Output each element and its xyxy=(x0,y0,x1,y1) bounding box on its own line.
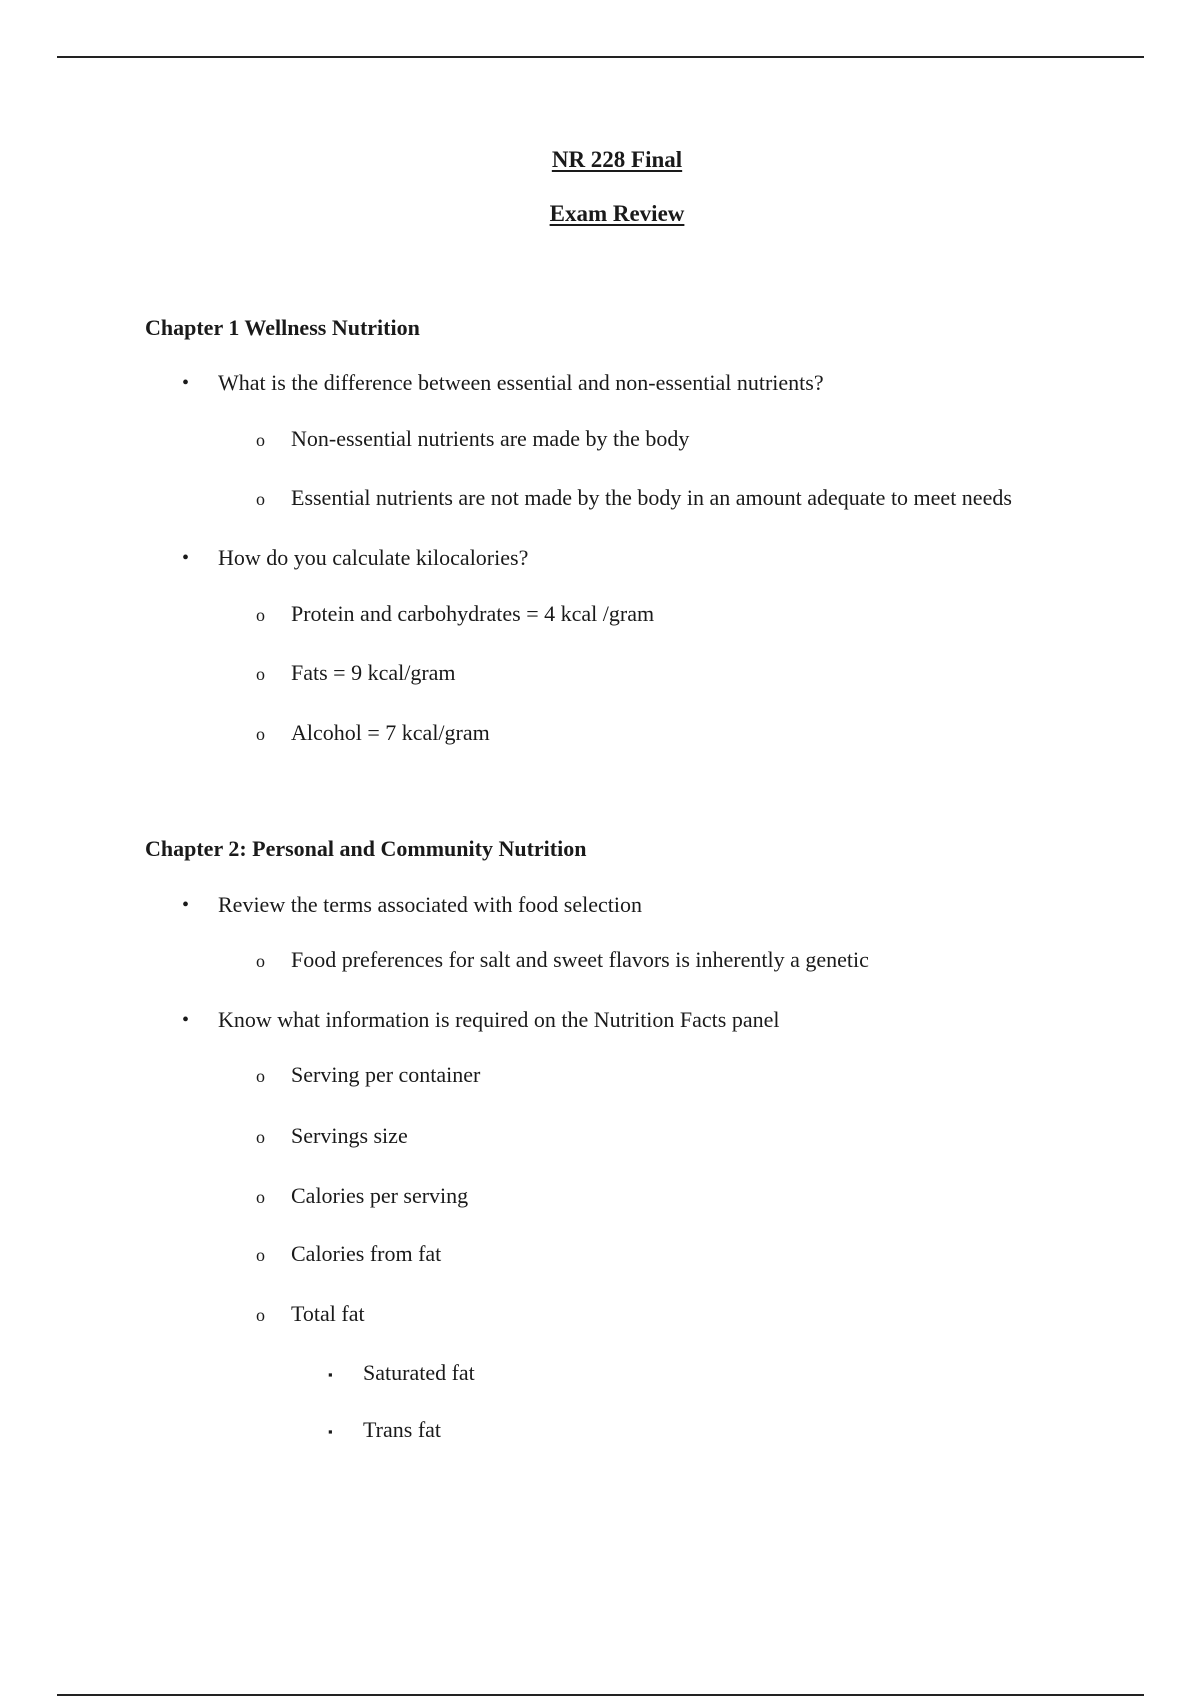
square-marker: ▪ xyxy=(328,1367,333,1382)
circle-marker: o xyxy=(256,605,265,625)
square-marker: ▪ xyxy=(328,1424,333,1439)
bullet-marker: • xyxy=(182,372,190,394)
sub-list-item-text: Alcohol = 7 kcal/gram xyxy=(291,720,490,745)
top-divider xyxy=(57,56,1144,58)
sub-list-item-text: Calories from fat xyxy=(291,1241,442,1266)
circle-marker: o xyxy=(256,1127,265,1147)
sub-list-item-text: Servings size xyxy=(291,1123,408,1148)
circle-marker: o xyxy=(256,1305,265,1325)
circle-marker: o xyxy=(256,489,265,509)
sub-list-item-text: Protein and carbohydrates = 4 kcal /gram xyxy=(291,601,655,626)
chapter-1-heading: Chapter 1 Wellness Nutrition xyxy=(145,315,420,340)
list-item-text: How do you calculate kilocalories? xyxy=(218,545,529,570)
bullet-marker: • xyxy=(182,894,190,916)
circle-marker: o xyxy=(256,951,265,971)
sub-list-item-text: Food preferences for salt and sweet flavors is inherently a genetic xyxy=(291,947,869,972)
sub-list-item-text: Calories per serving xyxy=(291,1183,469,1208)
chapter-2-heading: Chapter 2: Personal and Community Nutrition xyxy=(145,836,587,861)
sub-sub-list-item-text: Trans fat xyxy=(363,1417,442,1442)
list-item-text: Know what information is required on the Nutrition Facts panel xyxy=(218,1007,780,1032)
bottom-divider xyxy=(57,1694,1144,1696)
document-title: NR 228 Final xyxy=(551,147,683,172)
circle-marker: o xyxy=(256,664,265,684)
document-subtitle: Exam Review xyxy=(549,201,685,226)
sub-list-item-text: Serving per container xyxy=(291,1062,481,1087)
sub-list-item-text: Total fat xyxy=(291,1301,365,1326)
sub-list-item-text: Non-essential nutrients are made by the body xyxy=(291,426,690,451)
list-item-text: Review the terms associated with food selection xyxy=(218,892,642,917)
sub-list-item-text: Essential nutrients are not made by the body in an amount adequate to meet needs xyxy=(291,485,1012,510)
list-item-text: What is the difference between essential and non-essential nutrients? xyxy=(218,370,824,395)
circle-marker: o xyxy=(256,430,265,450)
circle-marker: o xyxy=(256,724,265,744)
bullet-marker: • xyxy=(182,547,190,569)
circle-marker: o xyxy=(256,1066,265,1086)
sub-sub-list-item-text: Saturated fat xyxy=(363,1360,475,1385)
circle-marker: o xyxy=(256,1187,265,1207)
sub-list-item-text: Fats = 9 kcal/gram xyxy=(291,660,456,685)
bullet-marker: • xyxy=(182,1009,190,1031)
circle-marker: o xyxy=(256,1245,265,1265)
